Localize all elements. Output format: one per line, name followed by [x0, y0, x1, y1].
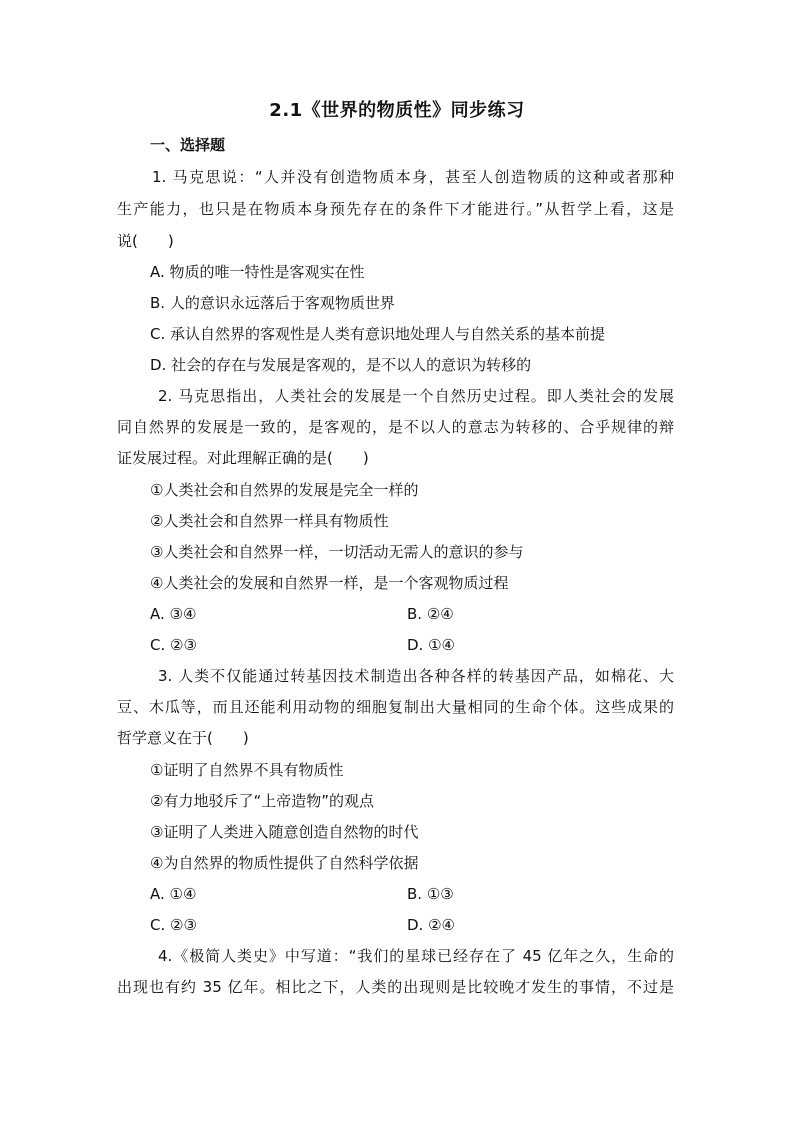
q1-option-c: C. 承认自然界的客观性是人类有意识地处理人与自然关系的基本前提 — [150, 325, 606, 343]
q3-option-b: B. ①③ — [407, 885, 454, 903]
q2-statement-2: ②人类社会和自然界一样具有物质性 — [150, 512, 389, 530]
q2-option-a: A. ③④ — [150, 605, 197, 623]
q2-stem-line-3: 证发展过程。对此理解正确的是( ) — [117, 449, 369, 467]
section-heading: 一、选择题 — [150, 136, 226, 154]
q1-stem-line-1: 1. 马克思说：“人并没有创造物质本身，甚至人创造物质的这种或者那种 — [152, 168, 674, 186]
q2-stem-line-2: 同自然界的发展是一致的，是客观的，是不以人的意志为转移的、合乎规律的辩 — [117, 418, 674, 436]
q3-option-a: A. ①④ — [150, 885, 197, 903]
q2-option-c: C. ②③ — [150, 636, 197, 654]
q1-stem-line-2: 生产能力，也只是在物质本身预先存在的条件下才能进行。”从哲学上看，这是 — [117, 200, 674, 218]
q3-stem-line-3: 哲学意义在于( ) — [117, 729, 249, 747]
q3-statement-4: ④为自然界的物质性提供了自然科学依据 — [150, 854, 419, 872]
q2-option-b: B. ②④ — [407, 605, 454, 623]
q2-stem-line-1: 2. 马克思指出，人类社会的发展是一个自然历史过程。即人类社会的发展 — [158, 387, 674, 405]
q1-option-b: B. 人的意识永远落后于客观物质世界 — [150, 294, 395, 312]
q3-statement-2: ②有力地驳斥了“上帝造物”的观点 — [150, 792, 374, 810]
page-title: 2.1《世界的物质性》同步练习 — [269, 100, 525, 121]
q4-stem-line-2: 出现也有约 35 亿年。相比之下，人类的出现则是比较晚才发生的事情，不过是 — [117, 978, 674, 996]
q4-stem-line-1: 4.《极简人类史》中写道：“我们的星球已经存在了 45 亿年之久，生命的 — [158, 947, 674, 965]
q1-option-a: A. 物质的唯一特性是客观实在性 — [150, 263, 365, 281]
q2-option-d: D. ①④ — [407, 636, 455, 654]
q3-statement-3: ③证明了人类进入随意创造自然物的时代 — [150, 823, 419, 841]
q3-option-c: C. ②③ — [150, 916, 197, 934]
q3-statement-1: ①证明了自然界不具有物质性 — [150, 761, 344, 779]
q3-stem-line-2: 豆、木瓜等，而且还能利用动物的细胞复制出大量相同的生命个体。这些成果的 — [117, 698, 674, 716]
q3-option-d: D. ②④ — [407, 916, 455, 934]
q2-statement-1: ①人类社会和自然界的发展是完全一样的 — [150, 481, 419, 499]
q1-stem-line-3: 说( ) — [117, 232, 174, 250]
q2-statement-3: ③人类社会和自然界一样，一切活动无需人的意识的参与 — [150, 543, 524, 561]
q2-statement-4: ④人类社会的发展和自然界一样，是一个客观物质过程 — [150, 574, 509, 592]
q3-stem-line-1: 3. 人类不仅能通过转基因技术制造出各种各样的转基因产品，如棉花、大 — [158, 667, 674, 685]
q1-option-d: D. 社会的存在与发展是客观的，是不以人的意识为转移的 — [150, 356, 532, 374]
